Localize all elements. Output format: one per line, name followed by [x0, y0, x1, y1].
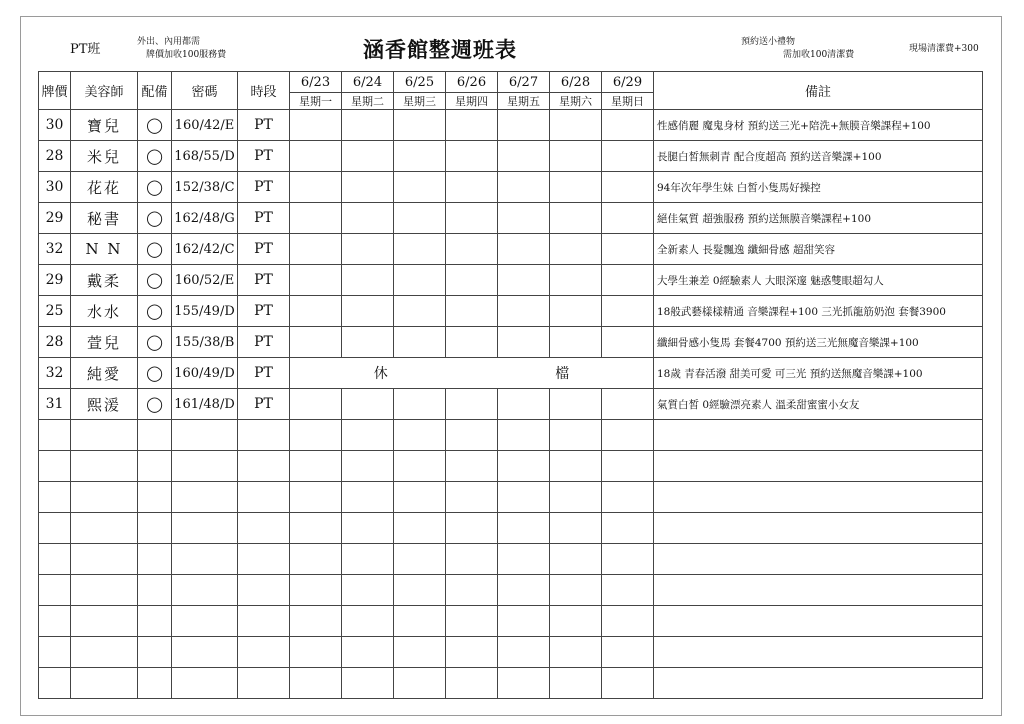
day-cell [498, 203, 550, 234]
equip-circle-icon: ◯ [138, 234, 172, 265]
price-cell: 25 [39, 296, 71, 327]
empty-cell [498, 544, 550, 575]
name-cell: N N [71, 234, 138, 265]
empty-cell [654, 482, 983, 513]
day-date: 6/28 [550, 72, 602, 93]
empty-cell [290, 637, 342, 668]
equip-circle-icon: ◯ [138, 327, 172, 358]
day-cell [446, 203, 498, 234]
equip-circle-icon: ◯ [138, 141, 172, 172]
empty-cell [498, 420, 550, 451]
col-header-time: 時段 [238, 72, 290, 110]
empty-cell [394, 637, 446, 668]
empty-cell [238, 482, 290, 513]
day-weekday: 星期五 [498, 93, 550, 110]
day-cell [290, 234, 342, 265]
day-date: 6/23 [290, 72, 342, 93]
empty-cell [290, 544, 342, 575]
empty-cell [71, 420, 138, 451]
day-cell [550, 110, 602, 141]
equip-circle-icon: ◯ [138, 358, 172, 389]
remark-cell: 大學生兼差 0經驗素人 大眼深邃 魅惑雙眼超勾人 [654, 265, 983, 296]
empty-cell [654, 513, 983, 544]
empty-cell [602, 544, 654, 575]
header-row-dates [39, 72, 983, 93]
empty-cell [39, 513, 71, 544]
name-cell: 萱兒 [71, 327, 138, 358]
empty-cell [342, 668, 394, 699]
empty-cell [39, 482, 71, 513]
empty-cell [71, 544, 138, 575]
empty-cell [39, 575, 71, 606]
time-cell: PT [238, 296, 290, 327]
price-cell: 30 [39, 110, 71, 141]
day-cell [498, 172, 550, 203]
remark-cell: 18歲 青春活潑 甜美可愛 可三光 預約送無魔音樂課+100 [654, 358, 983, 389]
day-cell [446, 389, 498, 420]
day-cell [498, 296, 550, 327]
gift-note: 預約送小禮物 [741, 37, 796, 47]
table-row [39, 110, 983, 141]
empty-cell [138, 606, 172, 637]
time-cell: PT [238, 327, 290, 358]
day-cell [602, 265, 654, 296]
empty-cell [498, 668, 550, 699]
empty-cell [446, 544, 498, 575]
empty-cell [39, 420, 71, 451]
empty-cell [71, 451, 138, 482]
empty-cell [342, 420, 394, 451]
day-cell [446, 110, 498, 141]
empty-cell [654, 544, 983, 575]
day-weekday: 星期日 [602, 93, 654, 110]
day-cell [550, 172, 602, 203]
day-cell [290, 110, 342, 141]
service-fee-note-line1: 外出、內用都需 [137, 37, 201, 47]
day-cell [446, 265, 498, 296]
code-cell: 160/49/D [172, 358, 238, 389]
empty-cell [654, 575, 983, 606]
day-cell [602, 110, 654, 141]
empty-cell [71, 482, 138, 513]
day-cell [446, 172, 498, 203]
time-cell: PT [238, 203, 290, 234]
code-cell: 152/38/C [172, 172, 238, 203]
empty-cell [654, 606, 983, 637]
day-cell [602, 389, 654, 420]
time-cell: PT [238, 110, 290, 141]
empty-cell [342, 575, 394, 606]
empty-cell [39, 451, 71, 482]
empty-cell [602, 420, 654, 451]
empty-cell [394, 513, 446, 544]
day-cell [394, 110, 446, 141]
empty-cell [342, 637, 394, 668]
empty-cell [550, 668, 602, 699]
day-cell [446, 296, 498, 327]
day-cell [342, 141, 394, 172]
day-date: 6/29 [602, 72, 654, 93]
empty-cell [342, 606, 394, 637]
day-cell [550, 265, 602, 296]
name-cell: 花花 [71, 172, 138, 203]
empty-cell [550, 575, 602, 606]
price-cell: 28 [39, 327, 71, 358]
rest-cell [290, 358, 654, 389]
remark-cell: 性感俏麗 魔鬼身材 預約送三光+陪洗+無膜音樂課程+100 [654, 110, 983, 141]
empty-cell [394, 451, 446, 482]
day-cell [498, 141, 550, 172]
empty-cell [342, 544, 394, 575]
remark-cell: 纖細骨感小隻馬 套餐4700 預約送三光無魔音樂課+100 [654, 327, 983, 358]
col-header-code: 密碼 [172, 72, 238, 110]
service-fee-note-line2: 牌價加收100服務費 [146, 50, 227, 60]
empty-cell [238, 606, 290, 637]
day-date: 6/25 [394, 72, 446, 93]
day-cell [394, 327, 446, 358]
empty-cell [172, 575, 238, 606]
day-cell [394, 203, 446, 234]
price-cell: 32 [39, 358, 71, 389]
day-cell [290, 389, 342, 420]
day-cell [602, 172, 654, 203]
empty-cell [654, 451, 983, 482]
empty-cell [498, 451, 550, 482]
empty-cell [602, 575, 654, 606]
price-cell: 28 [39, 141, 71, 172]
time-cell: PT [238, 172, 290, 203]
empty-row [39, 544, 983, 575]
empty-cell [138, 637, 172, 668]
empty-cell [550, 482, 602, 513]
day-cell [602, 327, 654, 358]
table-row [39, 203, 983, 234]
empty-cell [394, 606, 446, 637]
time-cell: PT [238, 141, 290, 172]
empty-cell [71, 513, 138, 544]
empty-cell [602, 606, 654, 637]
empty-cell [172, 668, 238, 699]
empty-cell [290, 420, 342, 451]
empty-cell [394, 544, 446, 575]
day-cell [342, 389, 394, 420]
empty-cell [342, 513, 394, 544]
empty-cell [290, 451, 342, 482]
empty-cell [446, 451, 498, 482]
day-cell [394, 172, 446, 203]
empty-cell [138, 513, 172, 544]
table-row [39, 141, 983, 172]
empty-cell [238, 420, 290, 451]
empty-row [39, 637, 983, 668]
price-cell: 29 [39, 265, 71, 296]
table-row [39, 358, 983, 389]
col-header-equip: 配備 [138, 72, 172, 110]
remark-cell: 18般武藝樣樣精通 音樂課程+100 三光抓龍筋奶泡 套餐3900 [654, 296, 983, 327]
remark-cell: 氣質白皙 0經驗漂亮素人 溫柔甜蜜蜜小女友 [654, 389, 983, 420]
name-cell: 熙湲 [71, 389, 138, 420]
day-cell [290, 265, 342, 296]
code-cell: 161/48/D [172, 389, 238, 420]
empty-cell [446, 668, 498, 699]
remark-cell: 長腿白皙無刺青 配合度超高 預約送音樂課+100 [654, 141, 983, 172]
table-row [39, 234, 983, 265]
empty-cell [550, 513, 602, 544]
code-cell: 160/52/E [172, 265, 238, 296]
empty-cell [602, 668, 654, 699]
day-cell [342, 265, 394, 296]
equip-circle-icon: ◯ [138, 203, 172, 234]
empty-cell [39, 668, 71, 699]
empty-cell [290, 513, 342, 544]
day-cell [290, 172, 342, 203]
time-cell: PT [238, 265, 290, 296]
day-cell [394, 141, 446, 172]
empty-cell [654, 668, 983, 699]
day-cell [602, 234, 654, 265]
rest-label-right: 檔 [555, 366, 570, 382]
empty-cell [172, 451, 238, 482]
empty-cell [290, 668, 342, 699]
name-cell: 米兒 [71, 141, 138, 172]
code-cell: 162/48/G [172, 203, 238, 234]
day-cell [550, 389, 602, 420]
remark-cell: 94年次年學生妹 白皙小隻馬好操控 [654, 172, 983, 203]
price-cell: 30 [39, 172, 71, 203]
empty-cell [71, 575, 138, 606]
day-cell [602, 203, 654, 234]
day-cell [446, 141, 498, 172]
empty-row [39, 451, 983, 482]
empty-cell [71, 606, 138, 637]
cleaning-fee-note: 需加收100清潔費 [783, 50, 855, 60]
day-cell [550, 327, 602, 358]
code-cell: 162/42/C [172, 234, 238, 265]
day-cell [342, 110, 394, 141]
price-cell: 32 [39, 234, 71, 265]
empty-cell [138, 482, 172, 513]
empty-cell [394, 668, 446, 699]
empty-cell [342, 451, 394, 482]
name-cell: 秘書 [71, 203, 138, 234]
empty-cell [498, 482, 550, 513]
day-cell [394, 234, 446, 265]
empty-cell [238, 544, 290, 575]
empty-cell [394, 420, 446, 451]
empty-cell [172, 606, 238, 637]
empty-cell [602, 451, 654, 482]
empty-cell [172, 637, 238, 668]
pt-class-label: PT班 [70, 42, 101, 57]
name-cell: 純愛 [71, 358, 138, 389]
day-date: 6/26 [446, 72, 498, 93]
empty-cell [238, 513, 290, 544]
empty-cell [446, 637, 498, 668]
empty-cell [446, 575, 498, 606]
day-cell [394, 296, 446, 327]
table-row [39, 327, 983, 358]
day-weekday: 星期一 [290, 93, 342, 110]
empty-cell [550, 544, 602, 575]
code-cell: 155/49/D [172, 296, 238, 327]
name-cell: 戴柔 [71, 265, 138, 296]
day-cell [446, 327, 498, 358]
day-cell [550, 141, 602, 172]
table-row [39, 265, 983, 296]
empty-cell [172, 544, 238, 575]
empty-cell [498, 606, 550, 637]
empty-row [39, 575, 983, 606]
equip-circle-icon: ◯ [138, 389, 172, 420]
empty-row [39, 420, 983, 451]
empty-cell [290, 606, 342, 637]
day-cell [498, 110, 550, 141]
empty-row [39, 606, 983, 637]
time-cell: PT [238, 234, 290, 265]
day-weekday: 星期六 [550, 93, 602, 110]
empty-cell [39, 544, 71, 575]
empty-cell [550, 637, 602, 668]
code-cell: 168/55/D [172, 141, 238, 172]
empty-cell [290, 482, 342, 513]
code-cell: 160/42/E [172, 110, 238, 141]
equip-circle-icon: ◯ [138, 296, 172, 327]
empty-row [39, 482, 983, 513]
empty-cell [238, 451, 290, 482]
rest-label-left: 休 [373, 366, 388, 382]
day-cell [602, 141, 654, 172]
empty-cell [654, 637, 983, 668]
day-cell [290, 296, 342, 327]
day-cell [498, 389, 550, 420]
empty-cell [290, 575, 342, 606]
day-cell [290, 203, 342, 234]
empty-cell [172, 513, 238, 544]
col-header-remarks: 備註 [654, 72, 983, 110]
schedule-table [38, 71, 983, 699]
empty-cell [550, 420, 602, 451]
empty-cell [498, 637, 550, 668]
empty-cell [238, 575, 290, 606]
table-row [39, 296, 983, 327]
code-cell: 155/38/B [172, 327, 238, 358]
day-cell [498, 234, 550, 265]
empty-cell [138, 420, 172, 451]
empty-cell [394, 575, 446, 606]
empty-row [39, 513, 983, 544]
empty-cell [71, 637, 138, 668]
empty-cell [550, 606, 602, 637]
empty-cell [498, 513, 550, 544]
empty-cell [550, 451, 602, 482]
page-title: 涵香館整週班表 [363, 37, 517, 62]
day-weekday: 星期四 [446, 93, 498, 110]
day-cell [290, 327, 342, 358]
empty-cell [238, 668, 290, 699]
table-row [39, 389, 983, 420]
empty-cell [138, 575, 172, 606]
day-cell [602, 296, 654, 327]
empty-cell [172, 420, 238, 451]
empty-cell [238, 637, 290, 668]
name-cell: 水水 [71, 296, 138, 327]
day-cell [342, 203, 394, 234]
empty-cell [39, 606, 71, 637]
day-cell [498, 327, 550, 358]
time-cell: PT [238, 358, 290, 389]
table-row [39, 172, 983, 203]
empty-cell [498, 575, 550, 606]
empty-cell [654, 420, 983, 451]
empty-cell [172, 482, 238, 513]
col-header-name: 美容師 [71, 72, 138, 110]
col-header-price: 牌價 [39, 72, 71, 110]
day-cell [550, 296, 602, 327]
time-cell: PT [238, 389, 290, 420]
day-cell [342, 234, 394, 265]
empty-cell [602, 637, 654, 668]
empty-cell [394, 482, 446, 513]
day-cell [498, 265, 550, 296]
price-cell: 29 [39, 203, 71, 234]
day-cell [550, 203, 602, 234]
price-cell: 31 [39, 389, 71, 420]
day-cell [290, 141, 342, 172]
empty-cell [342, 482, 394, 513]
equip-circle-icon: ◯ [138, 265, 172, 296]
day-cell [446, 234, 498, 265]
day-cell [550, 234, 602, 265]
empty-cell [446, 482, 498, 513]
empty-cell [602, 482, 654, 513]
day-date: 6/24 [342, 72, 394, 93]
empty-cell [446, 513, 498, 544]
empty-cell [71, 668, 138, 699]
empty-cell [446, 606, 498, 637]
equip-circle-icon: ◯ [138, 172, 172, 203]
onsite-cleaning-fee-note: 現場清潔費+300 [909, 44, 979, 54]
name-cell: 寶兒 [71, 110, 138, 141]
day-cell [394, 389, 446, 420]
day-date: 6/27 [498, 72, 550, 93]
day-cell [342, 296, 394, 327]
empty-cell [446, 420, 498, 451]
empty-cell [39, 637, 71, 668]
day-cell [342, 172, 394, 203]
empty-cell [138, 668, 172, 699]
day-weekday: 星期三 [394, 93, 446, 110]
empty-row [39, 668, 983, 699]
equip-circle-icon: ◯ [138, 110, 172, 141]
day-cell [342, 327, 394, 358]
day-weekday: 星期二 [342, 93, 394, 110]
day-cell [394, 265, 446, 296]
empty-cell [138, 544, 172, 575]
empty-cell [602, 513, 654, 544]
remark-cell: 全新素人 長髮飄逸 纖細骨感 超甜笑容 [654, 234, 983, 265]
empty-cell [138, 451, 172, 482]
remark-cell: 絕佳氣質 超強服務 預約送無膜音樂課程+100 [654, 203, 983, 234]
